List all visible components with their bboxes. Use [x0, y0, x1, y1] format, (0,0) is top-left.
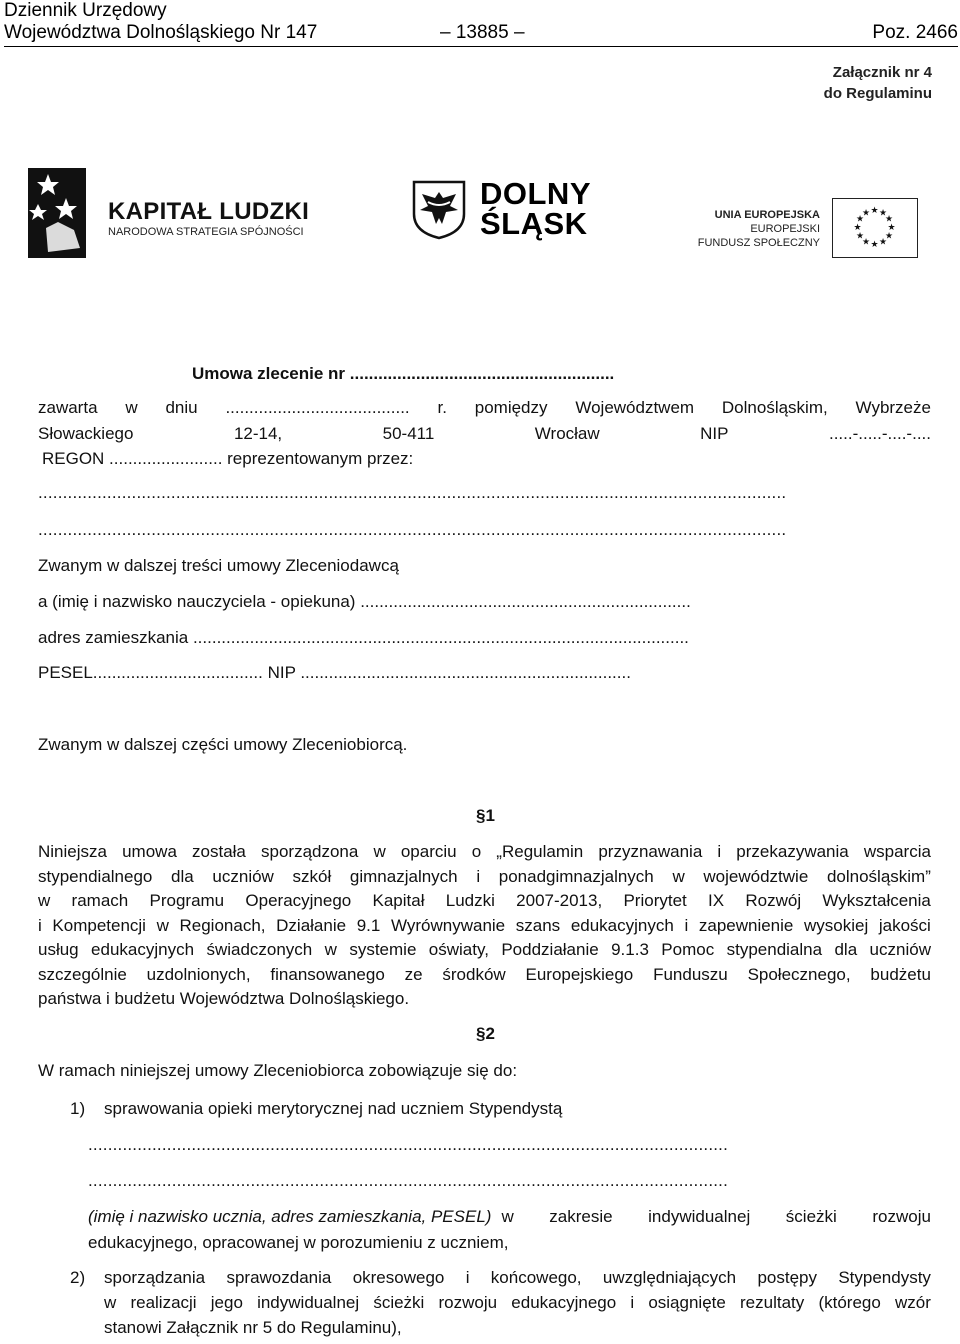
word: oświaty,	[428, 940, 489, 959]
annex-label	[824, 62, 932, 104]
word: Kapitał	[372, 891, 425, 910]
eu-logo-text	[698, 208, 820, 250]
word: w	[672, 867, 685, 886]
word: środków	[442, 965, 506, 984]
word: w	[38, 891, 51, 910]
contract-line-2	[38, 423, 931, 445]
contract-line-regon: REGON ........................ reprezentowanym przez:	[42, 449, 414, 468]
word: edukacyjnych	[570, 916, 674, 935]
contract-title: Umowa zlecenie nr ........................................................	[192, 364, 615, 383]
section-1-line	[38, 890, 931, 912]
word: Wyrównywanie	[390, 916, 506, 935]
word: sprawozdania	[226, 1268, 332, 1287]
word: w	[156, 916, 169, 935]
svg-text:★: ★	[853, 223, 862, 233]
student-data-hint: (imię i nazwisko ucznia, adres zamieszkania, PESEL)	[88, 1207, 492, 1226]
word: uzdolnionych,	[146, 965, 251, 984]
annex-line-1: Załącznik nr 4	[832, 64, 932, 81]
section-2-heading: §2	[476, 1024, 495, 1043]
page-number: – 13885 –	[440, 22, 525, 43]
item-1-scope-words	[501, 1206, 931, 1228]
eu-line-1: UNIA EUROPEJSKA	[714, 209, 820, 221]
word: Programu	[149, 891, 225, 910]
word: Funduszu	[653, 965, 728, 984]
word: świadczonych	[206, 940, 313, 959]
position-number: Poz. 2466	[872, 22, 958, 43]
word: sporządzona	[261, 842, 359, 861]
eagle-crest-icon	[412, 180, 466, 240]
word: i	[476, 867, 481, 886]
eu-flag-icon	[832, 198, 918, 258]
word: okresowego	[352, 1268, 445, 1287]
word: i	[717, 842, 722, 861]
word: pomiędzy	[474, 398, 548, 417]
contract-contractor-label: Zwanym w dalszej części umowy Zleceniobiorcą.	[38, 735, 408, 754]
word: szczególnie	[38, 965, 127, 984]
word: Poddziałanie	[501, 940, 599, 959]
item-1-number: 1)	[70, 1099, 86, 1118]
word: zakresie	[549, 1207, 613, 1226]
word: IX	[708, 891, 725, 910]
word: postępy	[757, 1268, 817, 1287]
item-2-line-3: stanowi Załącznik nr 5 do Regulaminu),	[104, 1318, 402, 1337]
word: umowa	[122, 842, 177, 861]
word: 2007-2013,	[516, 891, 603, 910]
word: Działanie	[276, 916, 347, 935]
word: ponadgimnazjalnych	[498, 867, 654, 886]
item-2-number: 2)	[70, 1268, 86, 1287]
svg-text:★: ★	[887, 223, 896, 233]
section-1-heading: §1	[476, 806, 495, 825]
word: rezultaty	[740, 1293, 805, 1312]
eu-efs-logo	[697, 196, 920, 262]
word: osiągnięte	[648, 1293, 726, 1312]
word: szans	[515, 916, 561, 935]
word: wzór	[894, 1293, 931, 1312]
word: w	[501, 1207, 514, 1226]
word: 9.1	[356, 916, 381, 935]
word: przekazywania	[736, 842, 849, 861]
word: ścieżki	[373, 1293, 425, 1312]
word: stypendialnego	[38, 867, 153, 886]
contract-line-1	[38, 397, 931, 419]
item-1-student-line	[88, 1206, 931, 1228]
word: rozwoju	[438, 1293, 498, 1312]
word: Europejskiego	[525, 965, 634, 984]
word: województwie	[703, 867, 809, 886]
word: usług	[38, 940, 79, 959]
word: dla	[834, 940, 858, 959]
word: dniu	[165, 398, 198, 417]
word: Kompetencji	[52, 916, 146, 935]
word: stypendialna	[726, 940, 823, 959]
dolny-slask-line-2: ŚLĄSK	[480, 206, 588, 241]
svg-text:★: ★	[884, 214, 894, 225]
svg-text:★: ★	[870, 206, 879, 216]
word: jakości	[878, 916, 931, 935]
word: Wybrzeże	[855, 398, 931, 417]
section-1-line	[38, 841, 931, 863]
eu-line-2: EUROPEJSKI	[750, 223, 820, 235]
word: edukacyjnego	[511, 1293, 617, 1312]
word: Priorytet	[623, 891, 687, 910]
word: uwzględniających	[602, 1268, 737, 1287]
word: uczniów	[869, 940, 931, 959]
representative-dots-2: ........................................................................................................................................................	[38, 520, 787, 539]
word: Słowackiego	[38, 424, 134, 443]
word: realizacji	[130, 1293, 197, 1312]
word: i	[684, 916, 689, 935]
dolny-slask-logo	[412, 178, 612, 244]
word: szkół	[292, 867, 332, 886]
svg-text:★: ★	[878, 237, 888, 248]
section-1-last-line: państwa i budżetu Województwa Dolnośląskiego.	[38, 989, 410, 1008]
word: Ludzki	[445, 891, 495, 910]
svg-text:★: ★	[861, 237, 871, 248]
word: zawarta	[38, 398, 98, 417]
word: dla	[171, 867, 194, 886]
svg-text:★: ★	[878, 208, 888, 219]
svg-text:★: ★	[884, 231, 894, 242]
word: Pomoc	[661, 940, 715, 959]
word: systemie	[349, 940, 417, 959]
word: Społecznego,	[747, 965, 851, 984]
word: w	[125, 398, 138, 417]
word: Stypendysty	[838, 1268, 931, 1287]
representative-dots-1: ........................................................................................................................................................	[38, 483, 787, 502]
eu-line-3: FUNDUSZ SPOŁECZNY	[697, 237, 820, 249]
word: Wykształcenia	[822, 891, 931, 910]
section-1-line	[38, 866, 931, 888]
word: wysokiej	[804, 916, 869, 935]
word: i	[465, 1268, 470, 1287]
item-2-line-1	[104, 1267, 931, 1289]
word: została	[192, 842, 246, 861]
item-2-line-2	[104, 1292, 931, 1314]
word: końcowego,	[490, 1268, 582, 1287]
section-2-intro: W ramach niniejszej umowy Zleceniobiorca zobowiązuje się do:	[38, 1061, 518, 1080]
annex-line-2: do Regulaminu	[823, 85, 932, 102]
word: Dolnośląskim,	[721, 398, 828, 417]
student-dots-1: ..................................................................................................................................	[88, 1135, 729, 1154]
word: i	[38, 916, 42, 935]
word: „Regulamin	[496, 842, 584, 861]
word: przyznawania	[598, 842, 703, 861]
contractor-name-line: a (imię i nazwisko nauczyciela - opiekuna) ......................................................................	[38, 592, 691, 611]
section-2-item-2	[70, 1267, 931, 1289]
word: gimnazjalnych	[349, 867, 458, 886]
word: Operacyjnego	[245, 891, 352, 910]
word: indywidualnej	[257, 1293, 360, 1312]
svg-text:★: ★	[861, 208, 871, 219]
word: uczniów	[212, 867, 274, 886]
word: oparciu	[400, 842, 457, 861]
word: finansowanego	[270, 965, 385, 984]
word: .....-.....-....-....	[828, 424, 931, 443]
word: NIP	[700, 424, 729, 443]
word: Wrocław	[534, 424, 600, 443]
word: 50-411	[382, 424, 435, 443]
word: (którego	[818, 1293, 881, 1312]
section-1-line	[38, 915, 931, 937]
word: rozwoju	[872, 1207, 931, 1226]
item-1-text: sprawowania opieki merytorycznej nad uczniem Stypendystą	[104, 1099, 563, 1118]
word: 9.1.3	[611, 940, 649, 959]
contractor-address-line: adres zamieszkania .........................................................................................................	[38, 628, 689, 647]
word: sporządzania	[104, 1268, 206, 1287]
word: w	[324, 940, 337, 959]
contract-client-label: Zwanym w dalszej treści umowy Zleceniodawcą	[38, 556, 399, 575]
section-2-item-1	[70, 1098, 562, 1120]
word: indywidualnej	[648, 1207, 751, 1226]
word: edukacyjnych	[91, 940, 195, 959]
svg-text:★: ★	[855, 231, 865, 242]
word: ścieżki	[785, 1207, 837, 1226]
word: dolnośląskim”	[826, 867, 931, 886]
item-1-line-4: edukacyjnego, opracowanej w porozumieniu z uczniem,	[88, 1233, 509, 1252]
running-header	[4, 0, 958, 47]
word: w	[373, 842, 386, 861]
section-1-line	[38, 964, 931, 986]
word: Niniejsza	[38, 842, 107, 861]
word: .......................................	[225, 398, 410, 417]
word: ramach	[71, 891, 129, 910]
kapital-ludzki-subtitle: NARODOWA STRATEGIA SPÓJNOŚCI	[108, 226, 304, 238]
section-1-line	[38, 939, 931, 961]
svg-text:★: ★	[870, 240, 879, 250]
kapital-ludzki-mark-icon	[28, 168, 86, 258]
word: i	[630, 1293, 635, 1312]
word: w	[104, 1293, 117, 1312]
word: jego	[210, 1293, 243, 1312]
word: budżetu	[870, 965, 931, 984]
word: zapewnienie	[698, 916, 794, 935]
word: r.	[437, 398, 447, 417]
kapital-ludzki-logo	[28, 168, 318, 260]
word: 12-14,	[233, 424, 283, 443]
journal-subtitle: Województwa Dolnośląskiego Nr 147	[4, 22, 318, 43]
word: ze	[404, 965, 423, 984]
student-dots-2: ..................................................................................................................................	[88, 1171, 729, 1190]
contractor-pesel-nip-line: PESEL.................................... NIP ......................................................................	[38, 663, 631, 682]
word: o	[471, 842, 482, 861]
dolny-slask-line-1: DOLNY	[480, 176, 591, 211]
journal-title: Dziennik Urzędowy	[4, 0, 167, 21]
word: Rozwój	[745, 891, 802, 910]
word: Regionach,	[179, 916, 266, 935]
kapital-ludzki-title: KAPITAŁ LUDZKI	[108, 198, 310, 225]
word: Województwem	[575, 398, 695, 417]
svg-text:★: ★	[855, 214, 865, 225]
word: wsparcia	[863, 842, 931, 861]
